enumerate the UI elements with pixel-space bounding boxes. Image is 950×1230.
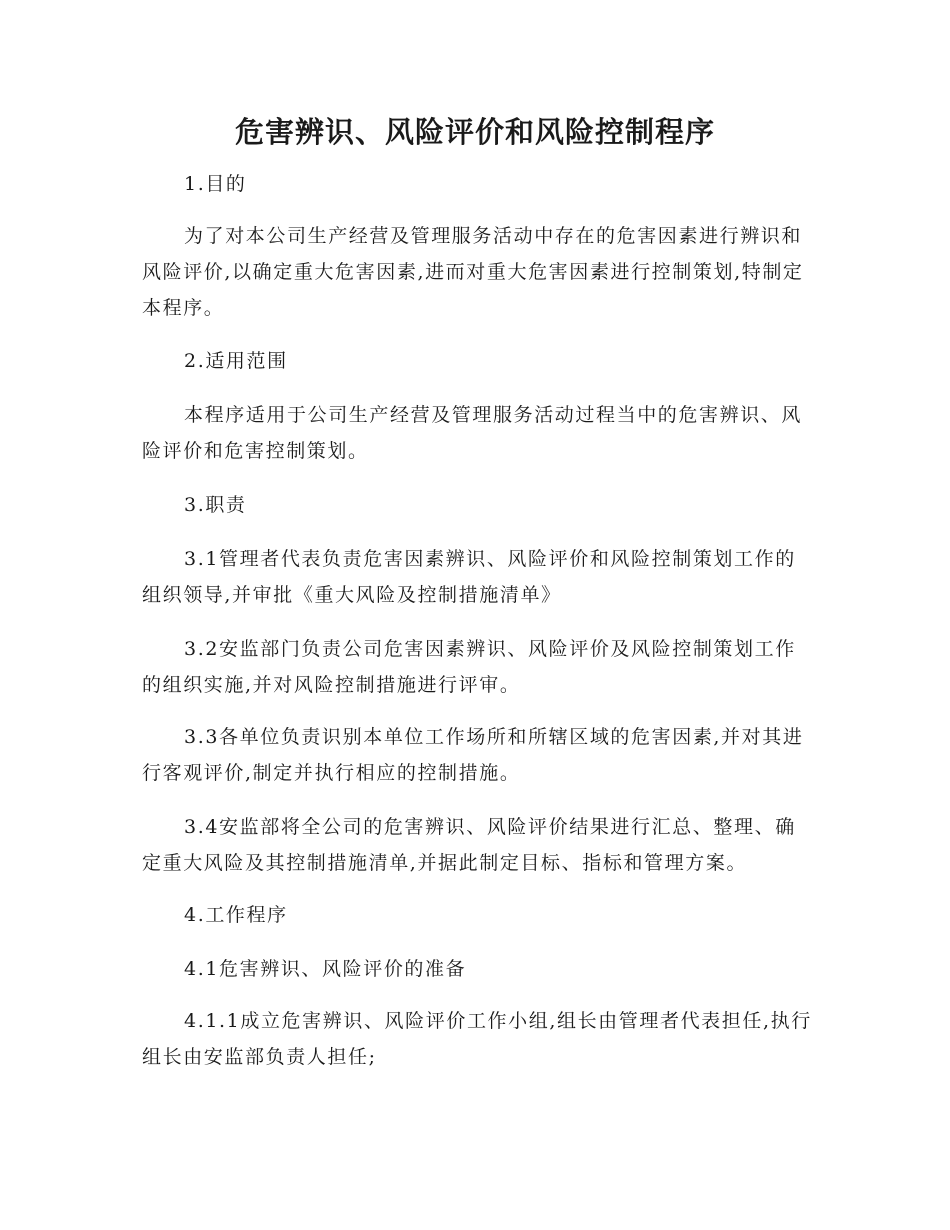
paragraph-4-1-1: 4.1.1成立危害辨识、风险评价工作小组,组长由管理者代表担任,执行组长由安监部负责人担任; — [142, 1010, 812, 1068]
subsection-heading-4-1: 4.1危害辨识、风险评价的准备 — [184, 958, 467, 980]
section-heading-responsibilities: 3.职责 — [184, 494, 247, 516]
section-heading-purpose: 1.目的 — [184, 173, 247, 195]
paragraph-3-4: 3.4安监部将全公司的危害辨识、风险评价结果进行汇总、整理、确定重大风险及其控制措施清单,并据此制定目标、指标和管理方案。 — [142, 816, 796, 874]
document-title: 危害辨识、风险评价和风险控制程序 — [234, 115, 715, 149]
paragraph-3-1: 3.1管理者代表负责危害因素辨识、风险评价和风险控制策划工作的组织领导,并审批《重大风险及控制措施清单》 — [142, 548, 796, 606]
section-heading-scope: 2.适用范围 — [184, 350, 288, 372]
section-heading-procedure: 4.工作程序 — [184, 904, 288, 926]
paragraph-purpose: 为了对本公司生产经营及管理服务活动中存在的危害因素进行辨识和风险评价,以确定重大危害因素,进而对重大危害因素进行控制策划,特制定本程序。 — [142, 225, 804, 319]
paragraph-3-3: 3.3各单位负责识别本单位工作场所和所辖区域的危害因素,并对其进行客观评价,制定并执行相应的控制措施。 — [142, 726, 804, 784]
paragraph-scope: 本程序适用于公司生产经营及管理服务活动过程当中的危害辨识、风险评价和危害控制策划。 — [142, 404, 803, 462]
paragraph-3-2: 3.2安监部门负责公司危害因素辨识、风险评价及风险控制策划工作的组织实施,并对风险控制措施进行评审。 — [142, 638, 796, 696]
